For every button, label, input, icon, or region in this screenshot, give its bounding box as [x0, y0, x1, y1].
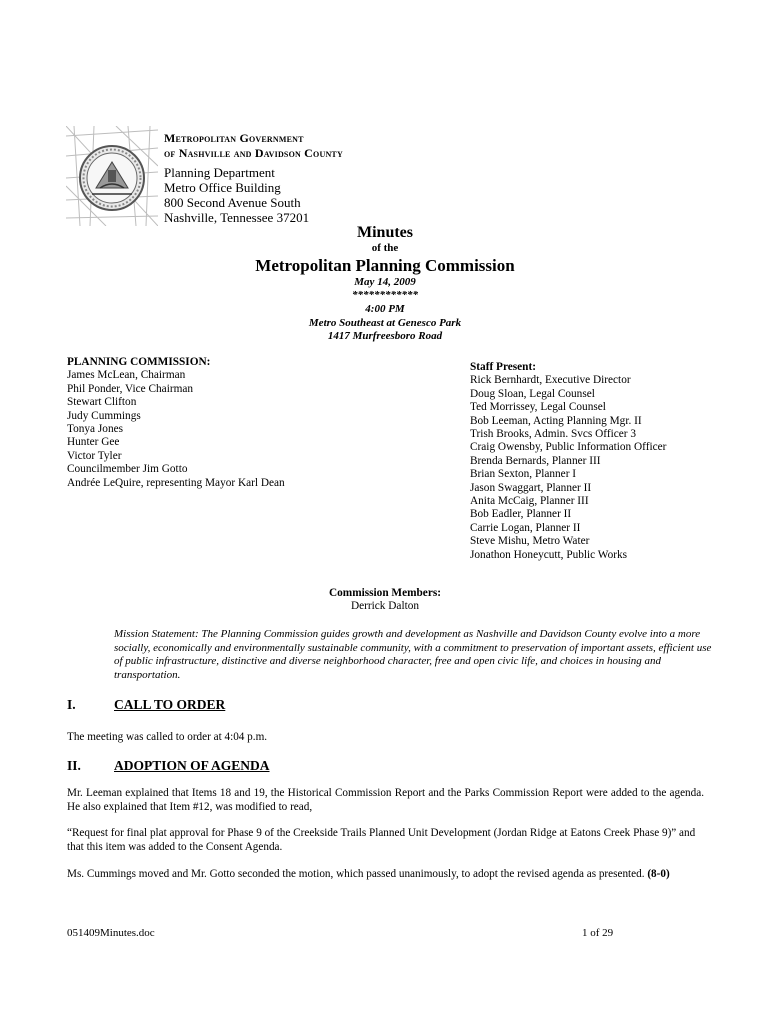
stars-divider: ************	[352, 289, 418, 301]
org-name-line1	[164, 131, 304, 146]
staff-member: Jason Swaggart, Planner II	[470, 481, 592, 494]
commission-title: Metropolitan Planning Commission	[255, 256, 515, 275]
section-2-paragraph-3	[67, 867, 704, 881]
section-2-title: ADOPTION OF AGENDA	[114, 758, 270, 773]
meeting-street: 1417 Murfreesboro Road	[327, 330, 443, 342]
commission-member: Judy Cummings	[67, 409, 141, 422]
staff-member: Brenda Bernards, Planner III	[470, 454, 601, 467]
address-line: 800 Second Avenue South	[164, 195, 301, 210]
footer-page-number: 1 of 29	[582, 927, 614, 939]
commission-member: Tonya Jones	[67, 423, 123, 436]
staff-member: Rick Bernhardt, Executive Director	[470, 374, 631, 387]
commission-members-list	[67, 356, 285, 490]
meeting-date: May 14, 2009	[354, 276, 416, 288]
org-name-text-1: Metropolitan Government	[164, 131, 304, 145]
vote-count: (8-0)	[647, 868, 670, 880]
staff-member: Craig Owensby, Public Information Officer	[470, 441, 667, 454]
section-1-text: The meeting was called to order at 4:04 p.m.	[67, 731, 268, 743]
section-2-number: II.	[67, 758, 81, 773]
section-2-paragraph-1: Mr. Leeman explained that Items 18 and 19, the Historical Commission Report and the Parks Commission Report were added to the agenda. He also explained that Item #12, was modified to read,	[67, 787, 704, 813]
section-1-number: I.	[67, 697, 76, 712]
motion-text: Ms. Cummings moved and Mr. Gotto seconded the motion, which passed unanimously, to adopt the revised agenda as presented.	[67, 868, 645, 880]
address-line: Metro Office Building	[164, 180, 281, 195]
commission-member: James McLean, Chairman	[67, 369, 186, 382]
staff-heading: Staff Present:	[470, 361, 536, 373]
commission-member: Councilmember Jim Gotto	[67, 463, 188, 476]
commission-member: Andrée LeQuire, representing Mayor Karl Dean	[67, 476, 285, 489]
staff-present-list	[470, 361, 666, 562]
commission-heading: PLANNING COMMISSION:	[67, 356, 211, 368]
staff-member: Carrie Logan, Planner II	[470, 521, 581, 534]
section-1-title: CALL TO ORDER	[114, 697, 226, 712]
absent-members	[0, 587, 770, 614]
metro-seal-logo	[66, 126, 158, 226]
staff-member: Ted Morrissey, Legal Counsel	[470, 401, 606, 414]
staff-member: Anita McCaig, Planner III	[470, 495, 589, 508]
commission-member: Hunter Gee	[67, 436, 120, 449]
commission-member: Stewart Clifton	[67, 396, 137, 409]
staff-member: Steve Mishu, Metro Water	[470, 535, 590, 548]
absent-member: Derrick Dalton	[350, 600, 420, 613]
staff-member: Doug Sloan, Legal Counsel	[470, 387, 595, 400]
mission-statement: Mission Statement: The Planning Commission guides growth and development as Nashville and Davidson County evolve into a more socially, economically and environmentally sustainable community, with a commitment to preservation of important assets, efficient use of public infrastructure, distinctive and diverse neighborhood character, free and open civic life, and choices in housing and transportation.	[114, 628, 712, 681]
commission-member: Phil Ponder, Vice Chairman	[67, 382, 194, 395]
meeting-location: Metro Southeast at Genesco Park	[308, 317, 462, 329]
org-name-line2	[164, 146, 343, 161]
address-line: Planning Department	[164, 165, 275, 180]
address-line: Nashville, Tennessee 37201	[164, 210, 310, 225]
department-address	[164, 165, 309, 225]
staff-member: Bob Leeman, Acting Planning Mgr. II	[470, 414, 642, 427]
staff-member: Jonathon Honeycutt, Public Works	[470, 548, 628, 561]
title-of-the: of the	[371, 242, 399, 254]
document-title: Minutes	[357, 224, 413, 241]
meeting-time: 4:00 PM	[365, 303, 405, 315]
section-2-paragraph-2: “Request for final plat approval for Phase 9 of the Creekside Trails Planned Unit Development (Jordan Ridge at Eatons Creek Phase 9)” and that this item was added to the Consent Agenda.	[67, 827, 696, 853]
staff-member: Brian Sexton, Planner I	[470, 468, 577, 481]
footer-filename: 051409Minutes.doc	[67, 927, 155, 939]
org-name-text-2: of Nashville and Davidson County	[164, 146, 343, 160]
absent-heading: Commission Members:	[328, 587, 441, 599]
staff-member: Bob Eadler, Planner II	[470, 508, 572, 521]
staff-member: Trish Brooks, Admin. Svcs Officer 3	[470, 428, 637, 441]
commission-member: Victor Tyler	[67, 449, 122, 462]
